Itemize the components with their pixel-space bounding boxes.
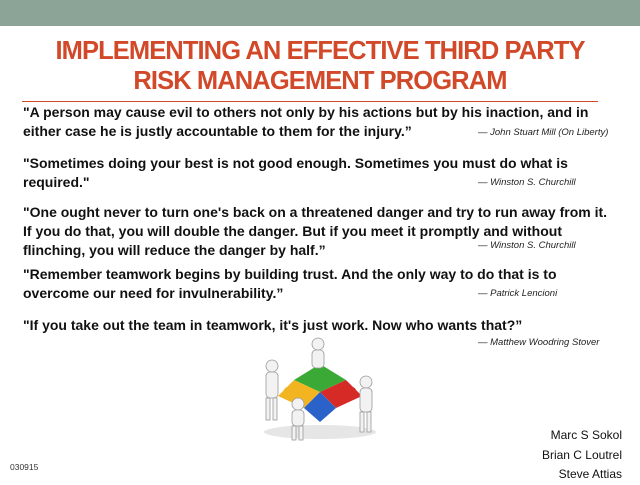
quote-attribution: — Matthew Woodring Stover bbox=[478, 337, 600, 348]
quote-text: overcome our need for invulnerability.” bbox=[23, 285, 284, 301]
shadow bbox=[264, 425, 376, 439]
quote-text: required." bbox=[23, 174, 90, 190]
figure-right bbox=[360, 376, 372, 432]
author-name: Steve Attias bbox=[558, 467, 622, 481]
quote-text: "Sometimes doing your best is not good enough. Sometimes you must do what is bbox=[23, 155, 568, 171]
quote-block bbox=[23, 316, 623, 335]
quote-text: "Remember teamwork begins by building trust. And the only way to do that is to bbox=[23, 266, 557, 282]
puzzle-pieces bbox=[278, 364, 362, 422]
document-code: 030915 bbox=[10, 462, 39, 472]
quote-text: "One ought never to turn one's back on a threatened danger and try to run away from it. bbox=[23, 204, 608, 220]
figure-top bbox=[312, 338, 324, 368]
quote-block bbox=[23, 203, 623, 260]
slide-title bbox=[20, 36, 620, 96]
author-list bbox=[542, 426, 622, 485]
quote-attribution: — Winston S. Churchill bbox=[478, 240, 576, 251]
teamwork-puzzle-illustration bbox=[258, 336, 382, 442]
top-bar bbox=[0, 0, 640, 26]
quote-text: flinching, you will reduce the danger by half.” bbox=[23, 242, 326, 258]
figure-left bbox=[266, 360, 278, 420]
author-name: Marc S Sokol bbox=[550, 428, 622, 442]
title-divider bbox=[22, 101, 598, 102]
quote-text: either case he is justly accountable to them for the injury.” bbox=[23, 123, 412, 139]
quote-attribution: — Patrick Lencioni bbox=[478, 288, 558, 299]
quote-text: "A person may cause evil to others not only by his actions but by his inaction, and in bbox=[23, 104, 589, 120]
title-line-1: IMPLEMENTING AN EFFECTIVE THIRD PARTY bbox=[55, 37, 585, 65]
author-name: Brian C Loutrel bbox=[541, 447, 622, 462]
title-line-2: RISK MANAGEMENT PROGRAM bbox=[133, 67, 507, 95]
quote-attribution: — John Stuart Mill (On Liberty) bbox=[478, 127, 609, 138]
quote-attribution: — Winston S. Churchill bbox=[478, 177, 576, 188]
quote-text: "If you take out the team in teamwork, it's just work. Now who wants that?” bbox=[23, 317, 523, 333]
quote-text: If you do that, you will double the danger. But if you meet it promptly and without bbox=[23, 223, 562, 239]
